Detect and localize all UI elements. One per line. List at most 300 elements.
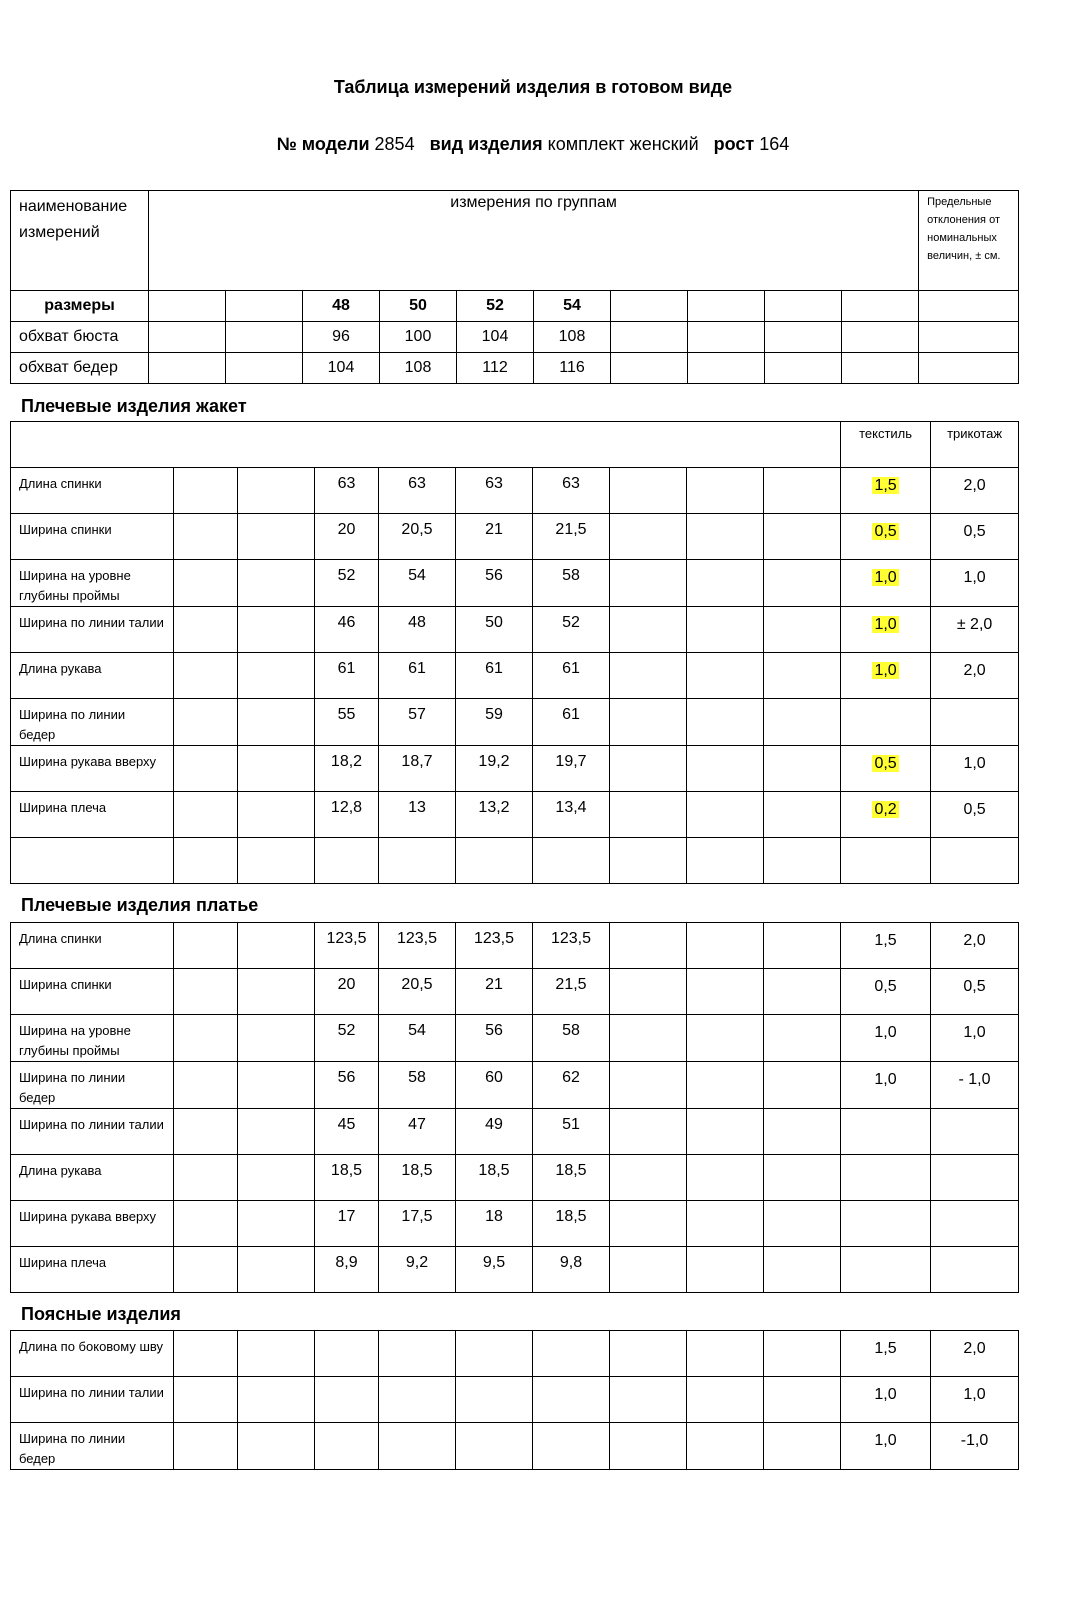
value-cell — [456, 1109, 533, 1155]
row-label — [11, 1155, 174, 1201]
row-label-text: Длина рукава — [19, 661, 102, 676]
row-label-text: Длина спинки — [19, 931, 102, 946]
size-cell: 52 — [457, 291, 534, 322]
value-cell — [379, 514, 456, 560]
value-cell-text: 9,2 — [405, 1254, 429, 1271]
row-label-text: Ширина рукава вверху — [19, 1209, 157, 1224]
value-cell — [456, 468, 533, 514]
textile-tolerance-text: 0,5 — [874, 523, 897, 540]
textile-tolerance-text: 0,5 — [874, 755, 897, 772]
value-cell-text: 18,7 — [401, 753, 433, 770]
row-label-text: Ширина на уровне глубины проймы — [19, 568, 131, 603]
textile-tolerance — [841, 514, 931, 560]
table-row — [11, 353, 1019, 384]
row-label — [11, 923, 174, 969]
table-row — [11, 653, 1019, 699]
size-table — [10, 190, 1019, 384]
value-cell — [315, 969, 379, 1015]
knitwear-tolerance-text: 1,0 — [963, 1024, 986, 1041]
textile-tolerance-text: 0,5 — [874, 978, 897, 995]
textile-tolerance — [841, 653, 931, 699]
model-info-line — [0, 134, 1066, 155]
value-cell-text: 58 — [408, 1069, 426, 1086]
value-cell — [533, 923, 610, 969]
knitwear-tolerance-text: 1,0 — [963, 755, 986, 772]
textile-tolerance — [841, 699, 931, 746]
value-cell — [456, 1377, 533, 1423]
value-cell — [533, 1109, 610, 1155]
value-cell-text: 61 — [337, 660, 356, 677]
value-cell-text: 18,5 — [555, 1162, 587, 1179]
row-label — [11, 468, 174, 514]
value-cell-text: 21,5 — [555, 521, 587, 538]
model-number-label: № модели — [276, 134, 370, 154]
table-row — [11, 1377, 1019, 1423]
value-cell — [533, 1155, 610, 1201]
value-cell-text: 61 — [408, 660, 426, 677]
value-cell — [315, 1109, 379, 1155]
value-cell — [379, 746, 456, 792]
value-cell: 116 — [534, 353, 611, 384]
value-cell — [315, 653, 379, 699]
textile-tolerance-text: 1,0 — [874, 616, 897, 633]
tolerance-header: Предельные отклонения от номинальных величин, ± см. — [919, 191, 1019, 291]
value-cell-text: 19,2 — [478, 753, 510, 770]
jacket-table — [10, 421, 1019, 884]
value-cell — [379, 969, 456, 1015]
value-cell-text: 56 — [485, 1022, 503, 1039]
value-cell — [533, 1247, 610, 1293]
value-cell-text: 20,5 — [401, 521, 433, 538]
value-cell — [379, 838, 456, 884]
size-cell: 54 — [534, 291, 611, 322]
value-cell-text: 56 — [337, 1069, 356, 1086]
textile-tolerance — [841, 923, 931, 969]
value-cell-text: 51 — [562, 1116, 580, 1133]
value-cell: 112 — [457, 353, 534, 384]
knitwear-tolerance — [931, 607, 1019, 653]
size-cell: 48 — [303, 291, 380, 322]
value-cell — [533, 1015, 610, 1062]
value-cell-text: 18,2 — [330, 753, 363, 770]
knitwear-tolerance-text: 0,5 — [963, 523, 986, 540]
row-label — [11, 838, 174, 884]
value-cell — [533, 607, 610, 653]
value-cell — [379, 1015, 456, 1062]
textile-tolerance — [841, 1155, 931, 1201]
knitwear-tolerance — [931, 468, 1019, 514]
value-cell — [379, 1377, 456, 1423]
value-cell — [379, 1201, 456, 1247]
value-cell — [315, 1377, 379, 1423]
table-row — [11, 792, 1019, 838]
size-cell: 50 — [380, 291, 457, 322]
value-cell — [379, 699, 456, 746]
knitwear-header: трикотаж — [931, 422, 1019, 468]
knitwear-tolerance-text: 1,0 — [963, 569, 986, 586]
value-cell — [379, 1155, 456, 1201]
sizes-row — [11, 291, 1019, 322]
value-cell-text: 17 — [337, 1208, 356, 1225]
value-cell — [533, 792, 610, 838]
measurement-name-header: наименование измерений — [11, 191, 149, 291]
value-cell — [315, 699, 379, 746]
textile-header: текстиль — [841, 422, 931, 468]
table-row — [11, 746, 1019, 792]
value-cell-text: 18,5 — [555, 1208, 587, 1225]
row-label-text: Ширина по линии талии — [19, 1117, 164, 1132]
knitwear-tolerance — [931, 1155, 1019, 1201]
textile-tolerance — [841, 560, 931, 607]
value-cell: 108 — [380, 353, 457, 384]
value-cell — [533, 560, 610, 607]
value-cell — [533, 1331, 610, 1377]
textile-tolerance — [841, 746, 931, 792]
row-label — [11, 699, 174, 746]
row-label — [11, 1331, 174, 1377]
value-cell — [456, 1331, 533, 1377]
product-type-label: вид изделия — [429, 134, 543, 154]
value-cell-text: 61 — [562, 660, 580, 677]
value-cell — [315, 923, 379, 969]
knitwear-tolerance-text: 2,0 — [963, 1340, 986, 1357]
value-cell — [533, 1377, 610, 1423]
value-cell — [379, 560, 456, 607]
value-cell-text: 54 — [408, 1022, 426, 1039]
textile-tolerance-text: 1,5 — [874, 477, 897, 494]
value-cell — [533, 838, 610, 884]
knitwear-tolerance-text: - 1,0 — [958, 1071, 991, 1088]
row-label-text: Ширина по линии бедер — [19, 707, 126, 742]
value-cell — [379, 607, 456, 653]
textile-tolerance — [841, 468, 931, 514]
table-row — [11, 923, 1019, 969]
value-cell-text: 55 — [337, 706, 356, 723]
table-row — [11, 514, 1019, 560]
value-cell — [379, 923, 456, 969]
value-cell-text: 45 — [337, 1116, 356, 1133]
textile-tolerance — [841, 607, 931, 653]
textile-tolerance — [841, 1201, 931, 1247]
value-cell — [456, 699, 533, 746]
row-label — [11, 1015, 174, 1062]
textile-tolerance-text: 0,2 — [874, 801, 897, 818]
value-cell — [456, 1247, 533, 1293]
value-cell-text: 48 — [408, 614, 426, 631]
row-label-text: Ширина по линии талии — [19, 1385, 164, 1400]
table-row — [11, 322, 1019, 353]
value-cell — [456, 1423, 533, 1470]
value-cell — [456, 838, 533, 884]
value-cell: 108 — [534, 322, 611, 353]
table-row — [11, 1015, 1019, 1062]
knitwear-tolerance-text: 0,5 — [963, 978, 986, 995]
value-cell-text: 13,2 — [478, 799, 510, 816]
value-cell — [533, 514, 610, 560]
value-cell — [533, 1062, 610, 1109]
knitwear-tolerance-text: -1,0 — [960, 1432, 989, 1449]
value-cell — [379, 792, 456, 838]
section-title-waist: Поясные изделия — [21, 1304, 181, 1324]
textile-tolerance-text: 1,0 — [874, 1024, 897, 1041]
value-cell — [533, 969, 610, 1015]
table-row — [11, 838, 1019, 884]
textile-tolerance-text: 1,5 — [874, 932, 897, 949]
value-cell-text: 123,5 — [396, 930, 438, 947]
height-value: 164 — [759, 134, 790, 154]
row-label-text: Ширина по линии бедер — [19, 1431, 126, 1466]
value-cell-text: 63 — [337, 475, 356, 492]
value-cell — [379, 653, 456, 699]
value-cell — [315, 1062, 379, 1109]
table-row — [11, 699, 1019, 746]
knitwear-tolerance-text: ± 2,0 — [956, 616, 993, 633]
value-cell — [315, 607, 379, 653]
value-cell-text: 20,5 — [401, 976, 433, 993]
value-cell-text: 123,5 — [473, 930, 515, 947]
value-cell-text: 46 — [337, 614, 356, 631]
value-cell — [315, 1247, 379, 1293]
table-row — [11, 1331, 1019, 1377]
table-row — [11, 969, 1019, 1015]
row-label-text: Ширина по линии талии — [19, 615, 164, 630]
value-cell-text: 21 — [485, 521, 503, 538]
value-cell-text: 56 — [485, 567, 503, 584]
value-cell-text: 58 — [562, 1022, 580, 1039]
value-cell: 96 — [303, 322, 380, 353]
knitwear-tolerance — [931, 1015, 1019, 1062]
knitwear-tolerance — [931, 923, 1019, 969]
knitwear-tolerance — [931, 1247, 1019, 1293]
value-cell — [456, 923, 533, 969]
table-row — [11, 1423, 1019, 1470]
knitwear-tolerance — [931, 514, 1019, 560]
table-row — [11, 1109, 1019, 1155]
knitwear-tolerance-text: 2,0 — [963, 932, 986, 949]
value-cell — [379, 1247, 456, 1293]
value-cell-text: 50 — [485, 614, 503, 631]
textile-tolerance-text: 1,0 — [874, 1432, 897, 1449]
value-cell-text: 123,5 — [326, 930, 367, 947]
height-label: рост — [713, 134, 755, 154]
value-cell: 104 — [457, 322, 534, 353]
row-label-text: Ширина плеча — [19, 800, 107, 815]
row-label — [11, 1062, 174, 1109]
table-row — [11, 1062, 1019, 1109]
textile-tolerance — [841, 969, 931, 1015]
value-cell — [315, 792, 379, 838]
table-row — [11, 1155, 1019, 1201]
value-cell-text: 123,5 — [550, 930, 592, 947]
value-cell-text: 19,7 — [555, 753, 587, 770]
knitwear-tolerance — [931, 792, 1019, 838]
knitwear-tolerance — [931, 1201, 1019, 1247]
row-label — [11, 1247, 174, 1293]
value-cell-text: 18,5 — [330, 1162, 363, 1179]
page-title: Таблица измерений изделия в готовом виде — [333, 77, 733, 97]
row-label — [11, 653, 174, 699]
value-cell — [456, 653, 533, 699]
value-cell-text: 63 — [485, 475, 503, 492]
value-cell: 100 — [380, 322, 457, 353]
section-title-dress: Плечевые изделия платье — [21, 895, 259, 915]
value-cell-text: 9,5 — [482, 1254, 506, 1271]
knitwear-tolerance — [931, 699, 1019, 746]
row-label: обхват бедер — [11, 353, 149, 384]
textile-tolerance — [841, 792, 931, 838]
value-cell — [533, 1423, 610, 1470]
row-label-text: Длина спинки — [19, 476, 102, 491]
value-cell — [456, 1062, 533, 1109]
section-title-jacket: Плечевые изделия жакет — [21, 396, 247, 416]
value-cell — [456, 560, 533, 607]
row-label — [11, 1201, 174, 1247]
value-cell — [456, 1015, 533, 1062]
measurement-groups-header: измерения по группам — [149, 191, 919, 291]
value-cell — [456, 1201, 533, 1247]
knitwear-tolerance — [931, 1423, 1019, 1470]
product-type-value: комплект женский — [547, 134, 699, 154]
row-label: обхват бюста — [11, 322, 149, 353]
value-cell — [533, 468, 610, 514]
knitwear-tolerance — [931, 1331, 1019, 1377]
table-row — [11, 468, 1019, 514]
textile-tolerance — [841, 838, 931, 884]
table-row — [11, 1247, 1019, 1293]
value-cell-text: 13,4 — [555, 799, 587, 816]
value-cell — [315, 560, 379, 607]
knitwear-tolerance — [931, 560, 1019, 607]
textile-tolerance-text: 1,0 — [874, 662, 897, 679]
value-cell — [315, 838, 379, 884]
row-label — [11, 514, 174, 560]
value-cell — [456, 746, 533, 792]
textile-tolerance-text: 1,0 — [874, 569, 897, 586]
value-cell — [456, 514, 533, 560]
row-label-text: Ширина рукава вверху — [19, 754, 157, 769]
value-cell-text: 61 — [485, 660, 503, 677]
value-cell-text: 52 — [562, 614, 580, 631]
value-cell-text: 12,8 — [330, 799, 363, 816]
value-cell — [315, 746, 379, 792]
knitwear-tolerance — [931, 838, 1019, 884]
value-cell-text: 18 — [485, 1208, 503, 1225]
table-row — [11, 1201, 1019, 1247]
row-label-text: Длина по боковому шву — [19, 1339, 164, 1354]
textile-tolerance — [841, 1015, 931, 1062]
model-number-value: 2854 — [374, 134, 415, 154]
value-cell-text: 8,9 — [335, 1254, 358, 1271]
row-label-text: Ширина спинки — [19, 977, 112, 992]
knitwear-tolerance — [931, 1062, 1019, 1109]
value-cell — [315, 1015, 379, 1062]
value-cell-text: 58 — [562, 567, 580, 584]
knitwear-tolerance — [931, 969, 1019, 1015]
knitwear-tolerance — [931, 653, 1019, 699]
table-row — [11, 560, 1019, 607]
value-cell-text: 9,8 — [559, 1254, 583, 1271]
value-cell-text: 52 — [337, 567, 356, 584]
knitwear-tolerance-text: 1,0 — [963, 1386, 986, 1403]
value-cell-text: 20 — [337, 521, 356, 538]
row-label — [11, 746, 174, 792]
value-cell — [315, 514, 379, 560]
dress-table — [10, 922, 1019, 1293]
knitwear-tolerance — [931, 1109, 1019, 1155]
value-cell-text: 61 — [562, 706, 580, 723]
row-label — [11, 1109, 174, 1155]
value-cell — [315, 468, 379, 514]
textile-tolerance-text: 1,0 — [874, 1071, 897, 1088]
value-cell — [379, 468, 456, 514]
knitwear-tolerance — [931, 1377, 1019, 1423]
table-row — [11, 607, 1019, 653]
value-cell-text: 57 — [408, 706, 426, 723]
textile-tolerance — [841, 1377, 931, 1423]
row-label-text: Ширина плеча — [19, 1255, 107, 1270]
value-cell-text: 20 — [337, 976, 356, 993]
row-label — [11, 969, 174, 1015]
value-cell — [379, 1423, 456, 1470]
value-cell-text: 21 — [485, 976, 503, 993]
value-cell — [533, 746, 610, 792]
value-cell-text: 17,5 — [401, 1208, 433, 1225]
row-label — [11, 607, 174, 653]
value-cell-text: 49 — [485, 1116, 503, 1133]
textile-tolerance — [841, 1331, 931, 1377]
textile-tolerance — [841, 1109, 931, 1155]
value-cell — [315, 1331, 379, 1377]
value-cell — [456, 792, 533, 838]
value-cell — [533, 699, 610, 746]
value-cell — [456, 1155, 533, 1201]
row-label-text: Длина рукава — [19, 1163, 102, 1178]
row-label-text: Ширина по линии бедер — [19, 1070, 126, 1105]
row-label — [11, 1377, 174, 1423]
sizes-label: размеры — [11, 291, 149, 322]
row-label-text: Ширина спинки — [19, 522, 112, 537]
textile-tolerance — [841, 1423, 931, 1470]
knitwear-tolerance — [931, 746, 1019, 792]
textile-tolerance-text: 1,5 — [874, 1340, 897, 1357]
value-cell — [379, 1109, 456, 1155]
value-cell — [315, 1155, 379, 1201]
value-cell — [315, 1423, 379, 1470]
textile-tolerance — [841, 1247, 931, 1293]
value-cell-text: 60 — [485, 1069, 503, 1086]
value-cell-text: 62 — [562, 1069, 580, 1086]
knitwear-tolerance-text: 0,5 — [963, 801, 986, 818]
value-cell-text: 52 — [337, 1022, 356, 1039]
row-label-text: Ширина на уровне глубины проймы — [19, 1023, 131, 1058]
textile-tolerance-text: 1,0 — [874, 1386, 897, 1403]
value-cell-text: 63 — [562, 475, 580, 492]
knitwear-tolerance-text: 2,0 — [963, 662, 986, 679]
row-label — [11, 1423, 174, 1470]
knitwear-tolerance-text: 2,0 — [963, 477, 986, 494]
textile-tolerance — [841, 1062, 931, 1109]
value-cell — [456, 969, 533, 1015]
value-cell-text: 47 — [408, 1116, 426, 1133]
value-cell-text: 13 — [408, 799, 426, 816]
value-cell — [379, 1062, 456, 1109]
value-cell — [533, 1201, 610, 1247]
value-cell — [379, 1331, 456, 1377]
value-cell-text: 21,5 — [555, 976, 587, 993]
value-cell-text: 54 — [408, 567, 426, 584]
value-cell — [533, 653, 610, 699]
value-cell — [315, 1201, 379, 1247]
